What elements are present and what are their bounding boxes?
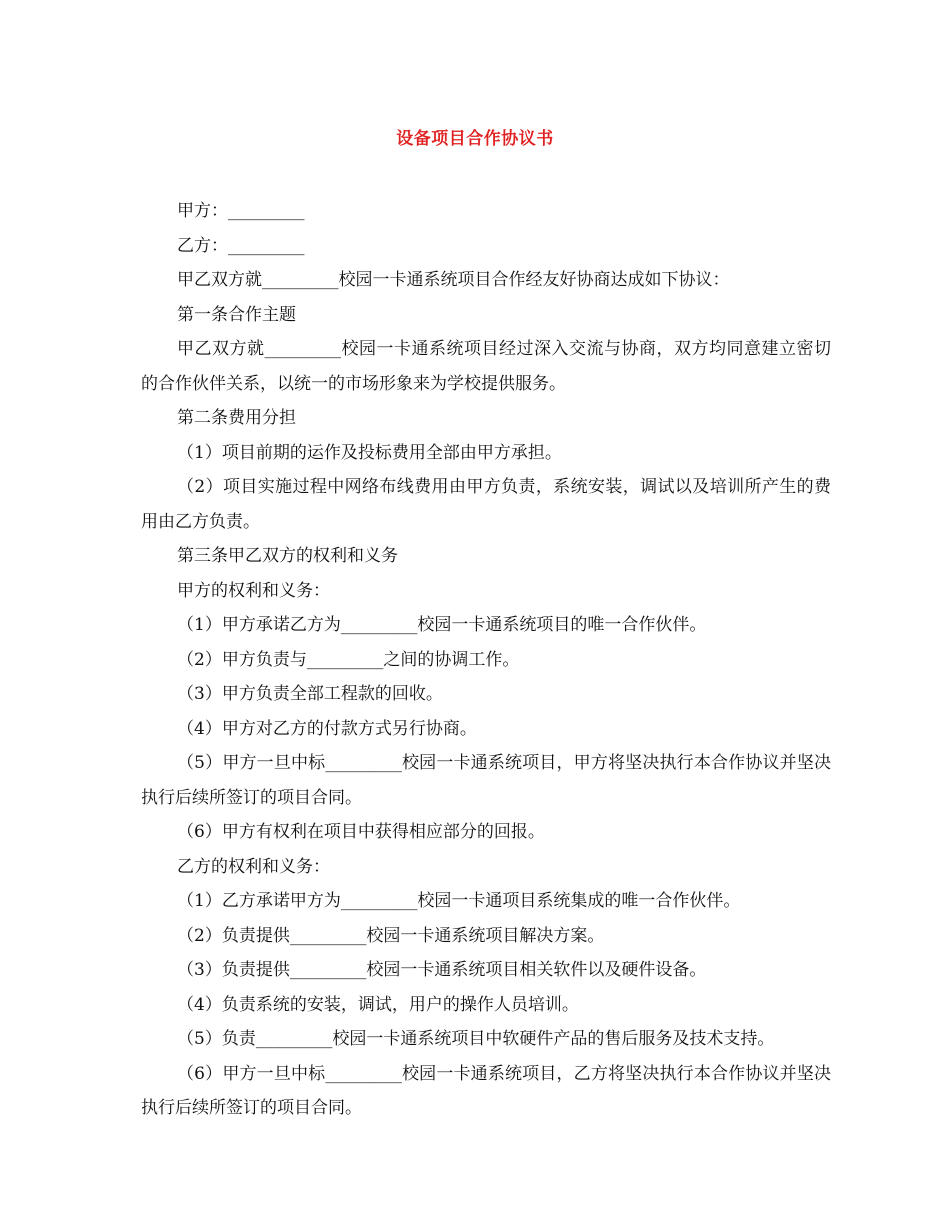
party-b-item-5: （5）负责_________校园一卡通系统项目中软硬件产品的售后服务及技术支持。: [177, 1029, 775, 1049]
party-b-item-4: （4）负责系统的安装，调试，用户的操作人员培训。: [177, 994, 579, 1015]
party-b-item-2: （2）负责提供_________校园一卡通系统项目解决方案。: [177, 925, 605, 946]
party-a-item-2: （2）甲方负责与_________之间的协调工作。: [177, 649, 520, 670]
document-title: 设备项目合作协议书: [396, 129, 554, 149]
party-b-item-1: （1）乙方承诺甲方为_________校园一卡通项目系统集成的唯一合作伙伴。: [177, 891, 741, 911]
preamble: 甲乙双方就_________校园一卡通系统项目合作经友好协商达成如下协议：: [177, 270, 730, 290]
party-b-rights-heading: 乙方的权利和义务：: [177, 856, 330, 877]
party-b-item-3: （3）负责提供_________校园一卡通系统项目相关软件以及硬件设备。: [177, 960, 707, 980]
article-1-text: 甲乙双方就_________校园一卡通系统项目经过深入交流与协商，双方均同意建立密切的合作伙伴关系，以统一的市场形象来为学校提供服务。: [141, 339, 831, 394]
article-2-heading: 第二条费用分担: [177, 408, 296, 428]
article-3-heading: 第三条甲乙双方的权利和义务: [177, 546, 398, 566]
party-b-item-6: （6）甲方一旦中标_________校园一卡通系统项目，乙方将坚决执行本合作协议并坚决执行后续所签订的项目合同。: [141, 1063, 831, 1118]
article-2-item-1: （1）项目前期的运作及投标费用全部由甲方承担。: [177, 442, 562, 463]
party-a-item-1: （1）甲方承诺乙方为_________校园一卡通系统项目的唯一合作伙伴。: [177, 615, 707, 635]
party-a-item-3: （3）甲方负责全部工程款的回收。: [177, 684, 443, 704]
article-1-heading: 第一条合作主题: [177, 304, 296, 325]
party-a-rights-heading: 甲方的权利和义务：: [177, 580, 330, 601]
party-a-item-4: （4）甲方对乙方的付款方式另行协商。: [177, 718, 477, 739]
party-a-item-5: （5）甲方一旦中标_________校园一卡通系统项目，甲方将坚决执行本合作协议并坚决执行后续所签订的项目合同。: [141, 753, 831, 808]
party-a-item-6: （6）甲方有权利在项目中获得相应部分的回报。: [177, 822, 545, 842]
article-2-item-2: （2）项目实施过程中网络布线费用由甲方负责，系统安装，调试以及培训所产生的费用由乙方负责。: [141, 477, 831, 532]
document-body: [141, 194, 831, 1126]
party-a-line: 甲方：_________: [177, 201, 305, 221]
party-b-line: 乙方：_________: [177, 235, 305, 256]
